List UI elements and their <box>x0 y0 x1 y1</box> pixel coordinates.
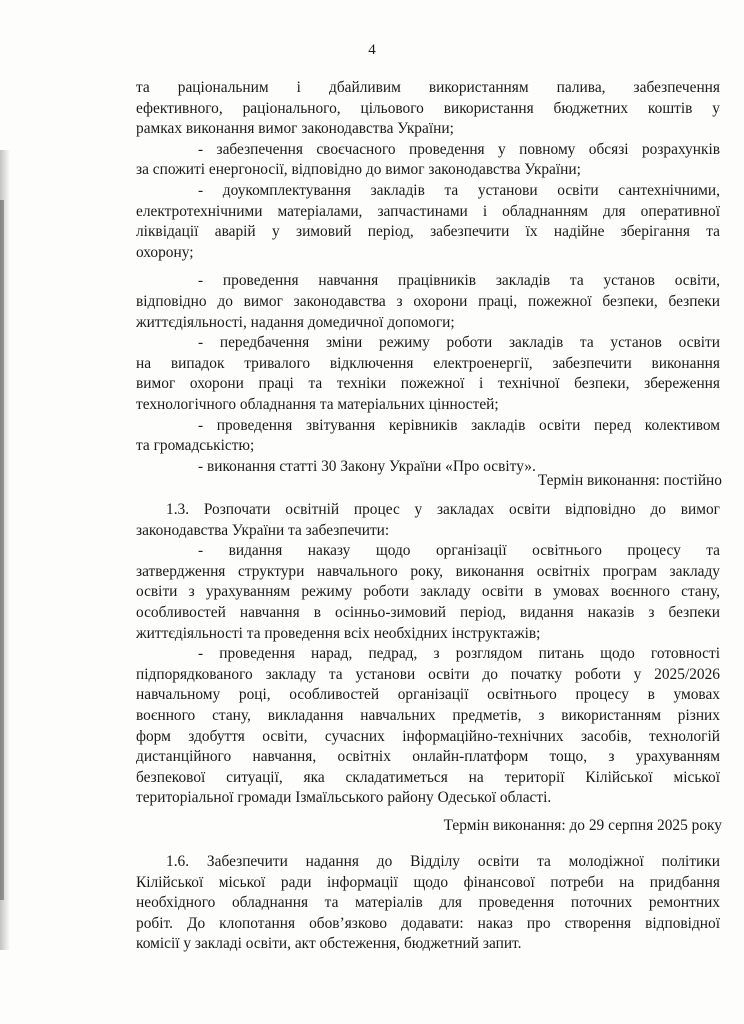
text-line: вимог охорони праці та техніки пожежної і технічної безпеки, збереження <box>136 375 720 393</box>
page-number: 4 <box>368 42 376 58</box>
text-line: законодавства України та забезпечити: <box>136 521 390 539</box>
text-line: дистанційного навчання, освітніх онлайн-платформ тощо, з урахуванням <box>136 748 720 766</box>
paragraph-block-1 <box>136 78 720 477</box>
text-line: - виконання статті 30 Закону України «Про освіту». <box>198 457 536 475</box>
text-line: затвердження структури навчального року, виконання освітніх програм закладу <box>136 562 720 580</box>
text-line: форм здобуття освіти, сучасних інформаційно-технічних засобів, технологій <box>136 727 720 745</box>
text-line: життєдіяльності та проведення всіх необхідних інструктажів; <box>136 624 541 642</box>
text-line: та громадськістю; <box>136 437 255 455</box>
text-line: робіт. До клопотання обов’язково додавати: наказ про створення відповідної <box>136 914 720 932</box>
text-line: навчальному році, особливостей організації освітнього процесу в умовах <box>136 686 720 704</box>
text-line: необхідного обладнання та матеріалів для проведення поточних ремонтних <box>136 894 720 912</box>
text-line: Кілійської міської ради інформації щодо фінансової потреби на придбання <box>136 873 720 891</box>
text-line: - забезпечення своєчасного проведення у повному обсязі розрахунків <box>198 140 720 158</box>
text-line: освіти з урахуванням режиму роботи закладу освіти в умовах воєнного стану, <box>136 583 720 601</box>
paragraph-block-3 <box>136 852 720 955</box>
text-line: воєнного стану, викладання навчальних предметів, з використанням різних <box>136 706 720 724</box>
text-line: технологічного обладнання та матеріальних цінностей; <box>136 395 499 413</box>
text-line: - проведення звітування керівників закладів освіти перед колективом <box>198 416 720 434</box>
text-line: територіальної громади Ізмаїльського району Одеської області. <box>136 789 552 807</box>
text-line: підпорядкованого закладу та установи освіти до початку роботи у 2025/2026 <box>136 665 720 683</box>
text-line: - проведення нарад, педрад, з розглядом питань щодо готовності <box>198 645 720 663</box>
text-line: та раціональним і дбайливим використанням палива, забезпечення <box>136 79 720 96</box>
deadline-1: Термін виконання: постійно <box>537 472 722 489</box>
text-line: життєдіяльності, надання домедичної допомоги; <box>136 313 455 331</box>
text-line: 1.6. Забезпечити надання до Відділу освіти та молодіжної політики <box>166 853 720 870</box>
text-line: рамках виконання вимог законодавства України; <box>136 120 454 138</box>
text-line: електротехнічними матеріалами, запчастинами і обладнанням для оперативної <box>136 202 720 220</box>
text-line: 1.3. Розпочати освітній процес у закладах освіти відповідно до вимог <box>166 501 720 518</box>
text-line: особливостей навчання в осінньо-зимовий період, видання наказів з безпеки <box>136 603 720 621</box>
paragraph-block-2 <box>136 500 720 809</box>
deadline-2: Термін виконання: до 29 серпня 2025 року <box>443 817 722 834</box>
text-line: - проведення навчання працівників закладів та установ освіти, <box>198 272 720 290</box>
text-line: за спожиті енергоносії, відповідно до вимог законодавства України; <box>136 161 581 179</box>
text-line: - видання наказу щодо організації освітнього процесу та <box>198 542 720 560</box>
text-line: відповідно до вимог законодавства з охорони праці, пожежної безпеки, безпеки <box>136 292 720 310</box>
text-line: ефективного, раціонального, цільового використання бюджетних коштів у <box>136 99 720 117</box>
text-line: на випадок тривалого відключення електроенергії, забезпечити виконання <box>136 354 720 372</box>
text-line: ліквідації аварій у зимовий період, забезпечити їх надійне зберігання та <box>136 223 720 241</box>
text-line: охорону; <box>136 243 194 261</box>
scan-smudge <box>0 200 4 900</box>
text-line: комісії у закладі освіти, акт обстеження, бюджетний запит. <box>136 935 522 953</box>
text-line: безпекової ситуації, яка складатиметься на території Кілійської міської <box>136 768 720 786</box>
text-line: - доукомплектування закладів та установи освіти сантехнічними, <box>198 181 720 199</box>
text-line: - передбачення зміни режиму роботи закладів та установ освіти <box>198 334 720 352</box>
